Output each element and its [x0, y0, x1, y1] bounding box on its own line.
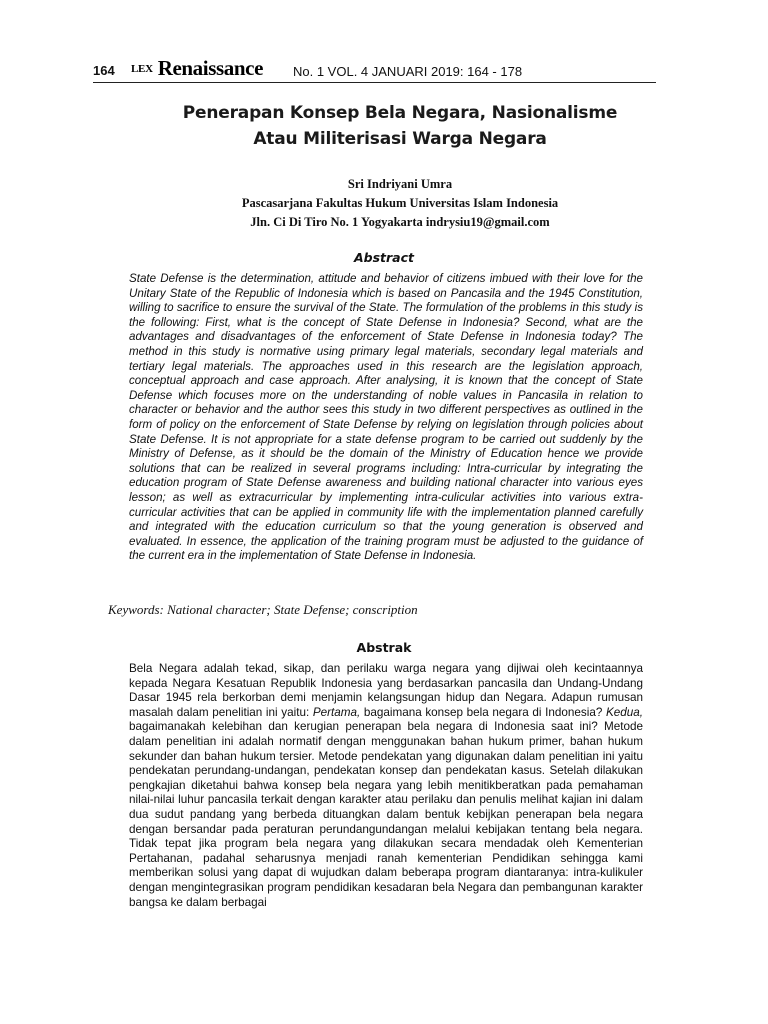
abstract-heading: Abstract: [353, 250, 415, 265]
journal-logo-prefix: LEX: [131, 63, 153, 75]
journal-logo: [131, 56, 263, 81]
page-number: 164: [93, 63, 115, 78]
author-name: Sri Indriyani Umra: [347, 177, 453, 191]
paper-title: [100, 100, 700, 152]
running-header: [93, 56, 656, 83]
paper-title-line-2: Atau Militerisasi Warga Negara: [253, 129, 547, 149]
paper-title-line-1: Penerapan Konsep Bela Negara, Nasionalisme: [182, 103, 618, 123]
abstrak-pertama: Pertama,: [312, 705, 361, 719]
abstrak-text-part-2: bagaimana konsep bela negara di Indonesia?: [360, 705, 606, 719]
keywords: Keywords: National character; State Defense; conscription: [108, 602, 418, 617]
abstrak-body: [129, 662, 643, 910]
author-block: [100, 175, 700, 232]
journal-logo-name: Renaissance: [157, 56, 263, 80]
abstrak-kedua: Kedua,: [605, 705, 643, 719]
author-affiliation: Pascasarjana Fakultas Hukum Universitas Islam Indonesia: [241, 196, 559, 210]
issue-info: No. 1 VOL. 4 JANUARI 2019: 164 - 178: [293, 64, 523, 79]
abstrak-text-part-3: bagaimanakah kelebihan dan kerugian penerapan bela negara di Indonesia saat ini? Metode dalam penelitian ini adalah normatif dengan menggunakan bahan hukum primer, bahan hukum sekunder dan bahan hukum tersier. Metode pendekatan yang digunakan dalam penelitian ini yaitu pendekatan perundang-undangan, pendekatan konsep dan pendekatan kasus. Setelah dilakukan pengkajian diketahui bahwa konsep bela negara yang lebih menitikberatkan pada pemahaman nilai-nilai luhur pancasila terkait dengan karakter atau perilaku dan penulis melihat kajian ini dalam dua sudut pandang yang berbeda dituangkan dalam bentuk kebijkan penerapan bela negara dengan bersandar pada peraturan perundangundangan melalui kebijakan tentang bela negara. Tidak tepat jika program bela negara yang dilakukan secara mendadak oleh Kementerian Pertahanan, padahal seharusnya menjadi ranah kementerian Pendidikan sehingga kami memberikan solusi yang dapat di wujudkan dalam beberapa program diantaranya: intra-kulikuler dengan mengintegrasikan program pendidikan kesadaran bela Negara dan pembangunan karakter bangsa ke dalam berbagai: [129, 720, 643, 909]
abstrak-text-part-1: Bela Negara adalah tekad, sikap, dan perilaku warga negara yang dijiwai oleh kecintaannya kepada Negara Kesatuan Republik Indonesia yang berdasarkan pancasila dan Undang-Undang Dasar 1945 rela berkorban demi menjamin kelangsungan hidup dan Negara. Adapun rumusan masalah dalam penelitian ini yaitu:: [129, 662, 643, 719]
abstrak-heading: Abstrak: [356, 640, 412, 655]
abstract-body: State Defense is the determination, attitude and behavior of citizens imbued with their love for the Unitary State of the Republic of Indonesia which is based on Pancasila and the 1945 Constitution, willing to sacrifice to ensure the survival of the State. The formulation of the problems in this study is the following: First, what is the concept of State Defense in Indonesia? Second, what are the advantages and disadvantages of the enforcement of State Defense in Indonesia today? The method in this study is normative using primary legal materials, secondary legal materials and tertiary legal materials. The approaches used in this research are the legislation approach, conceptual approach and case approach. After analysing, it is known that the concept of State Defense which focuses more on the understanding of noble values in Pancasila in relation to character or behavior and the author sees this study in two different perspectives as outlined in the form of policy on the enforcement of State Defense by relying on legislation through policies about State Defense. It is not appropriate for a state defense program to be carried out suddenly by the Ministry of Defense, as it should be the domain of the Ministry of Education hence we provide solutions that can be realized in several programs including: Intra-curricular by integrating the education program of State Defense awareness and building national character into various eyes lesson; as well as extracurricular by implementing intra-culicular activities into various extra-curricular activities that can be applied in community life with the implementation planned carefully and integrated with the education curriculum so that the young generation is observed and evaluated. In essence, the application of the training program must be adjusted to the guidance of the current era in the implementation of State Defense in Indonesia.: [129, 272, 643, 563]
author-address: Jln. Ci Di Tiro No. 1 Yogyakarta indrysiu19@gmail.com: [250, 215, 550, 229]
